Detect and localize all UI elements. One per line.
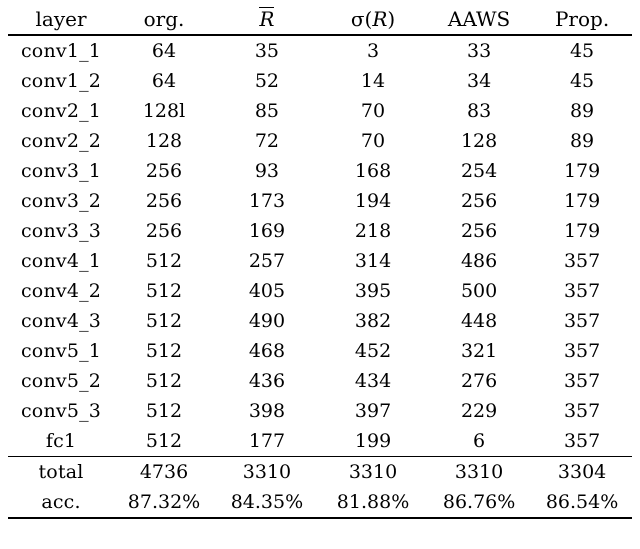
row-label-cell: conv5_3 [20, 400, 102, 422]
rule-cell [532, 518, 632, 549]
data-cell: 128 [145, 130, 183, 152]
row-label-cell: conv4_2 [20, 280, 102, 302]
data-cell: 398 [248, 400, 286, 422]
table-row [8, 276, 632, 306]
rule-cell [214, 518, 320, 549]
data-cell: 512 [145, 310, 183, 332]
rule-cell [426, 518, 532, 549]
row-label-cell: conv4_3 [20, 310, 102, 332]
table-row [8, 35, 632, 66]
sigma-open: σ( [350, 7, 373, 31]
data-cell: 70 [360, 100, 386, 122]
data-cell: 448 [460, 310, 498, 332]
data-cell: 35 [214, 35, 320, 66]
data-cell: 276 [460, 370, 498, 392]
table-row [8, 66, 632, 96]
data-cell: 500 [460, 280, 498, 302]
data-cell: 33 [426, 35, 532, 66]
data-cell: 177 [248, 430, 286, 452]
data-cell: 6 [473, 430, 486, 452]
data-cell: 321 [460, 340, 498, 362]
row-label-cell: conv5_1 [20, 340, 102, 362]
sigma-close: ) [387, 7, 396, 31]
data-cell: 256 [145, 190, 183, 212]
data-cell: 434 [354, 370, 392, 392]
table-row [8, 156, 632, 186]
table-row [8, 336, 632, 366]
data-cell: 357 [563, 250, 601, 272]
data-cell: 512 [145, 370, 183, 392]
column-header-aaws: AAWS [447, 7, 511, 31]
table-row [8, 487, 632, 518]
data-cell: 254 [460, 160, 498, 182]
data-cell: 490 [248, 310, 286, 332]
data-cell: 397 [354, 400, 392, 422]
data-cell: 357 [563, 400, 601, 422]
table-row [8, 366, 632, 396]
table-row [8, 396, 632, 426]
table-row [8, 426, 632, 457]
data-cell: 81.88% [336, 491, 410, 513]
column-header-org: org. [143, 7, 185, 31]
data-cell: 45 [569, 70, 595, 92]
row-label-cell: conv3_2 [20, 190, 102, 212]
data-cell: 512 [145, 250, 183, 272]
data-cell: 357 [563, 370, 601, 392]
data-cell: 72 [254, 130, 280, 152]
data-cell: 3304 [532, 457, 632, 488]
rule-cell [8, 518, 114, 549]
column-header-prop: Prop. [554, 7, 610, 31]
data-cell: 229 [460, 400, 498, 422]
column-header-r-bar [214, 4, 320, 35]
results-table [8, 4, 632, 549]
data-cell: 168 [354, 160, 392, 182]
table-row [8, 306, 632, 336]
data-cell: 256 [145, 160, 183, 182]
data-cell: 14 [360, 70, 386, 92]
data-cell: 84.35% [230, 491, 304, 513]
table-row [8, 216, 632, 246]
data-cell: 89 [569, 130, 595, 152]
row-label-cell: conv1_1 [8, 35, 114, 66]
data-cell: 52 [254, 70, 280, 92]
data-cell: 70 [360, 130, 386, 152]
data-cell: 93 [254, 160, 280, 182]
row-label-cell: acc. [41, 491, 81, 513]
data-cell: 256 [460, 220, 498, 242]
data-cell: 256 [145, 220, 183, 242]
data-cell: 486 [460, 250, 498, 272]
data-cell: 64 [151, 70, 177, 92]
data-cell: 34 [467, 70, 492, 92]
data-cell: 357 [563, 340, 601, 362]
data-cell: 468 [248, 340, 286, 362]
data-cell: 512 [145, 280, 183, 302]
row-label-cell: conv2_1 [20, 100, 102, 122]
table-header [8, 4, 632, 35]
data-cell: 512 [145, 340, 183, 362]
data-cell: 314 [354, 250, 392, 272]
data-cell: 85 [254, 100, 280, 122]
data-cell: 218 [354, 220, 392, 242]
data-cell: 64 [114, 35, 214, 66]
row-label-cell: conv5_2 [20, 370, 102, 392]
rule-cell [320, 518, 426, 549]
data-cell: 395 [354, 280, 392, 302]
table-bottom-rule [8, 518, 632, 549]
table-row [8, 457, 632, 488]
data-cell: 194 [354, 190, 392, 212]
data-cell: 256 [460, 190, 498, 212]
data-cell: 452 [354, 340, 392, 362]
data-cell: 3 [320, 35, 426, 66]
r-bar-symbol: R [259, 7, 275, 31]
data-cell: 357 [563, 430, 601, 452]
data-cell: 512 [145, 400, 183, 422]
data-cell: 179 [563, 190, 601, 212]
column-header-layer: layer [35, 7, 87, 31]
table-row [8, 186, 632, 216]
row-label-cell: fc1 [45, 430, 77, 452]
column-header-sigma-r [320, 4, 426, 35]
data-cell: 87.32% [127, 491, 201, 513]
data-cell: 512 [145, 430, 183, 452]
row-label-cell: conv3_3 [20, 220, 102, 242]
data-cell: 173 [248, 190, 286, 212]
data-cell: 257 [248, 250, 286, 272]
table-header-row [8, 4, 632, 35]
data-cell: 89 [569, 100, 595, 122]
data-cell: 436 [248, 370, 286, 392]
data-cell: 405 [248, 280, 286, 302]
row-label-cell: conv4_1 [20, 250, 102, 272]
data-cell: 128 [460, 130, 498, 152]
row-label-cell: conv1_2 [20, 70, 102, 92]
data-cell: 4736 [114, 457, 214, 488]
data-cell: 382 [354, 310, 392, 332]
rule-cell [114, 518, 214, 549]
table-body [8, 35, 632, 549]
table-row [8, 96, 632, 126]
table-row [8, 246, 632, 276]
data-cell: 45 [532, 35, 632, 66]
data-cell: 3310 [426, 457, 532, 488]
data-cell: 128l [142, 100, 186, 122]
row-label-cell: conv3_1 [20, 160, 102, 182]
row-label-cell: total [8, 457, 114, 488]
data-cell: 179 [563, 160, 601, 182]
data-cell: 3310 [214, 457, 320, 488]
table-row [8, 126, 632, 156]
data-cell: 86.76% [442, 491, 516, 513]
data-cell: 86.54% [545, 491, 619, 513]
data-cell: 357 [563, 280, 601, 302]
data-cell: 3310 [320, 457, 426, 488]
row-label-cell: conv2_2 [20, 130, 102, 152]
data-cell: 199 [354, 430, 392, 452]
data-cell: 83 [467, 100, 492, 122]
data-cell: 179 [563, 220, 601, 242]
data-cell: 357 [563, 310, 601, 332]
data-cell: 169 [248, 220, 286, 242]
sigma-variable: R [372, 7, 388, 31]
